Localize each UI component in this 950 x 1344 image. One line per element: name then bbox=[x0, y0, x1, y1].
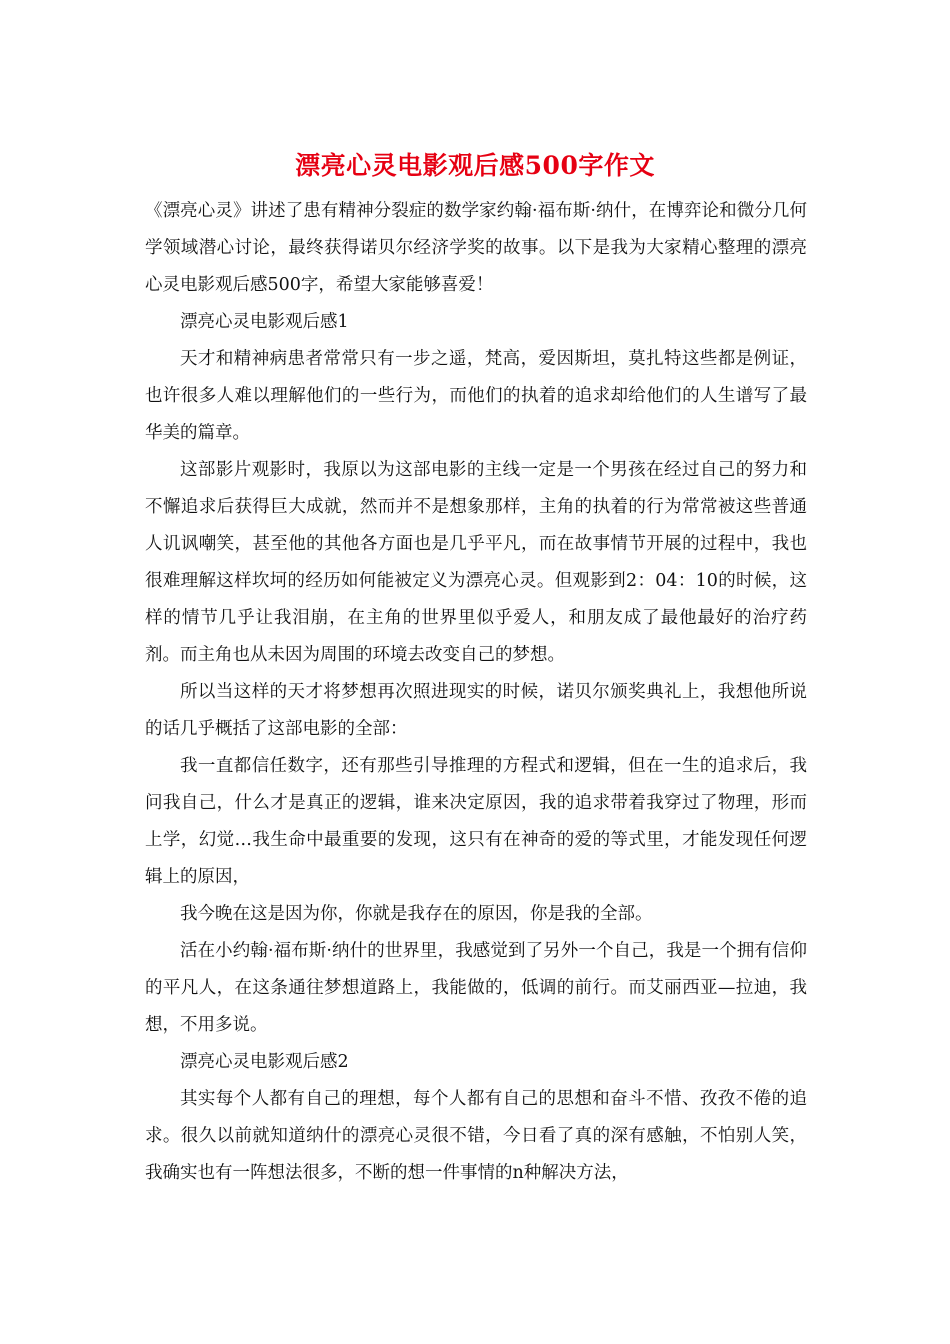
body-paragraph: 所以当这样的天才将梦想再次照进现实的时候，诺贝尔颁奖典礼上，我想他所说的话几乎概括了这部电影的全部： bbox=[145, 682, 807, 739]
body-paragraph: 其实每个人都有自己的理想，每个人都有自己的思想和奋斗不惜、孜孜不倦的追求。很久以前就知道纳什的漂亮心灵很不错，今日看了真的深有感触，不怕别人笑，我确实也有一阵想法很多，不断的想一件事情的n种解决方法， bbox=[145, 1089, 807, 1183]
quote-paragraph: 我今晚在这是因为你，你就是我存在的原因，你是我的全部。 bbox=[180, 904, 653, 924]
document-title: 漂亮心灵电影观后感500字作文 bbox=[295, 151, 655, 180]
intro-paragraph: 《漂亮心灵》讲述了患有精神分裂症的数学家约翰·福布斯·纳什，在博弈论和微分几何学领域潜心讨论，最终获得诺贝尔经济学奖的故事。以下是我为大家精心整理的漂亮心灵电影观后感500字，希望大家能够喜爱！ bbox=[145, 201, 807, 295]
body-paragraph: 天才和精神病患者常常只有一步之遥，梵高，爱因斯坦，莫扎特这些都是例证，也许很多人难以理解他们的一些行为，而他们的执着的追求却给他们的人生谱写了最华美的篇章。 bbox=[145, 349, 807, 443]
body-paragraph: 活在小约翰·福布斯·纳什的世界里，我感觉到了另外一个自己，我是一个拥有信仰的平凡人，在这条通往梦想道路上，我能做的，低调的前行。而艾丽西亚—拉迪，我想，不用多说。 bbox=[145, 941, 807, 1035]
document-body bbox=[145, 193, 807, 1192]
section-heading-1: 漂亮心灵电影观后感1 bbox=[180, 312, 349, 332]
quote-paragraph: 我一直都信任数字，还有那些引导推理的方程式和逻辑，但在一生的追求后，我问我自己，什么才是真正的逻辑，谁来决定原因，我的追求带着我穿过了物理，形而上学，幻觉…我生命中最重要的发现，这只有在神奇的爱的等式里，才能发现任何逻辑上的原因， bbox=[145, 756, 807, 887]
body-paragraph: 这部影片观影时，我原以为这部电影的主线一定是一个男孩在经过自己的努力和不懈追求后获得巨大成就，然而并不是想象那样，主角的执着的行为常常被这些普通人讥讽嘲笑，甚至他的其他各方面也是几乎平凡，而在故事情节开展的过程中，我也很难理解这样坎坷的经历如何能被定义为漂亮心灵。但观影到2：04：10的时候，这样的情节几乎让我泪崩，在主角的世界里似乎爱人，和朋友成了最他最好的治疗药剂。而主角也从未因为周围的环境去改变自己的梦想。 bbox=[145, 460, 807, 665]
section-heading-2: 漂亮心灵电影观后感2 bbox=[180, 1052, 349, 1072]
